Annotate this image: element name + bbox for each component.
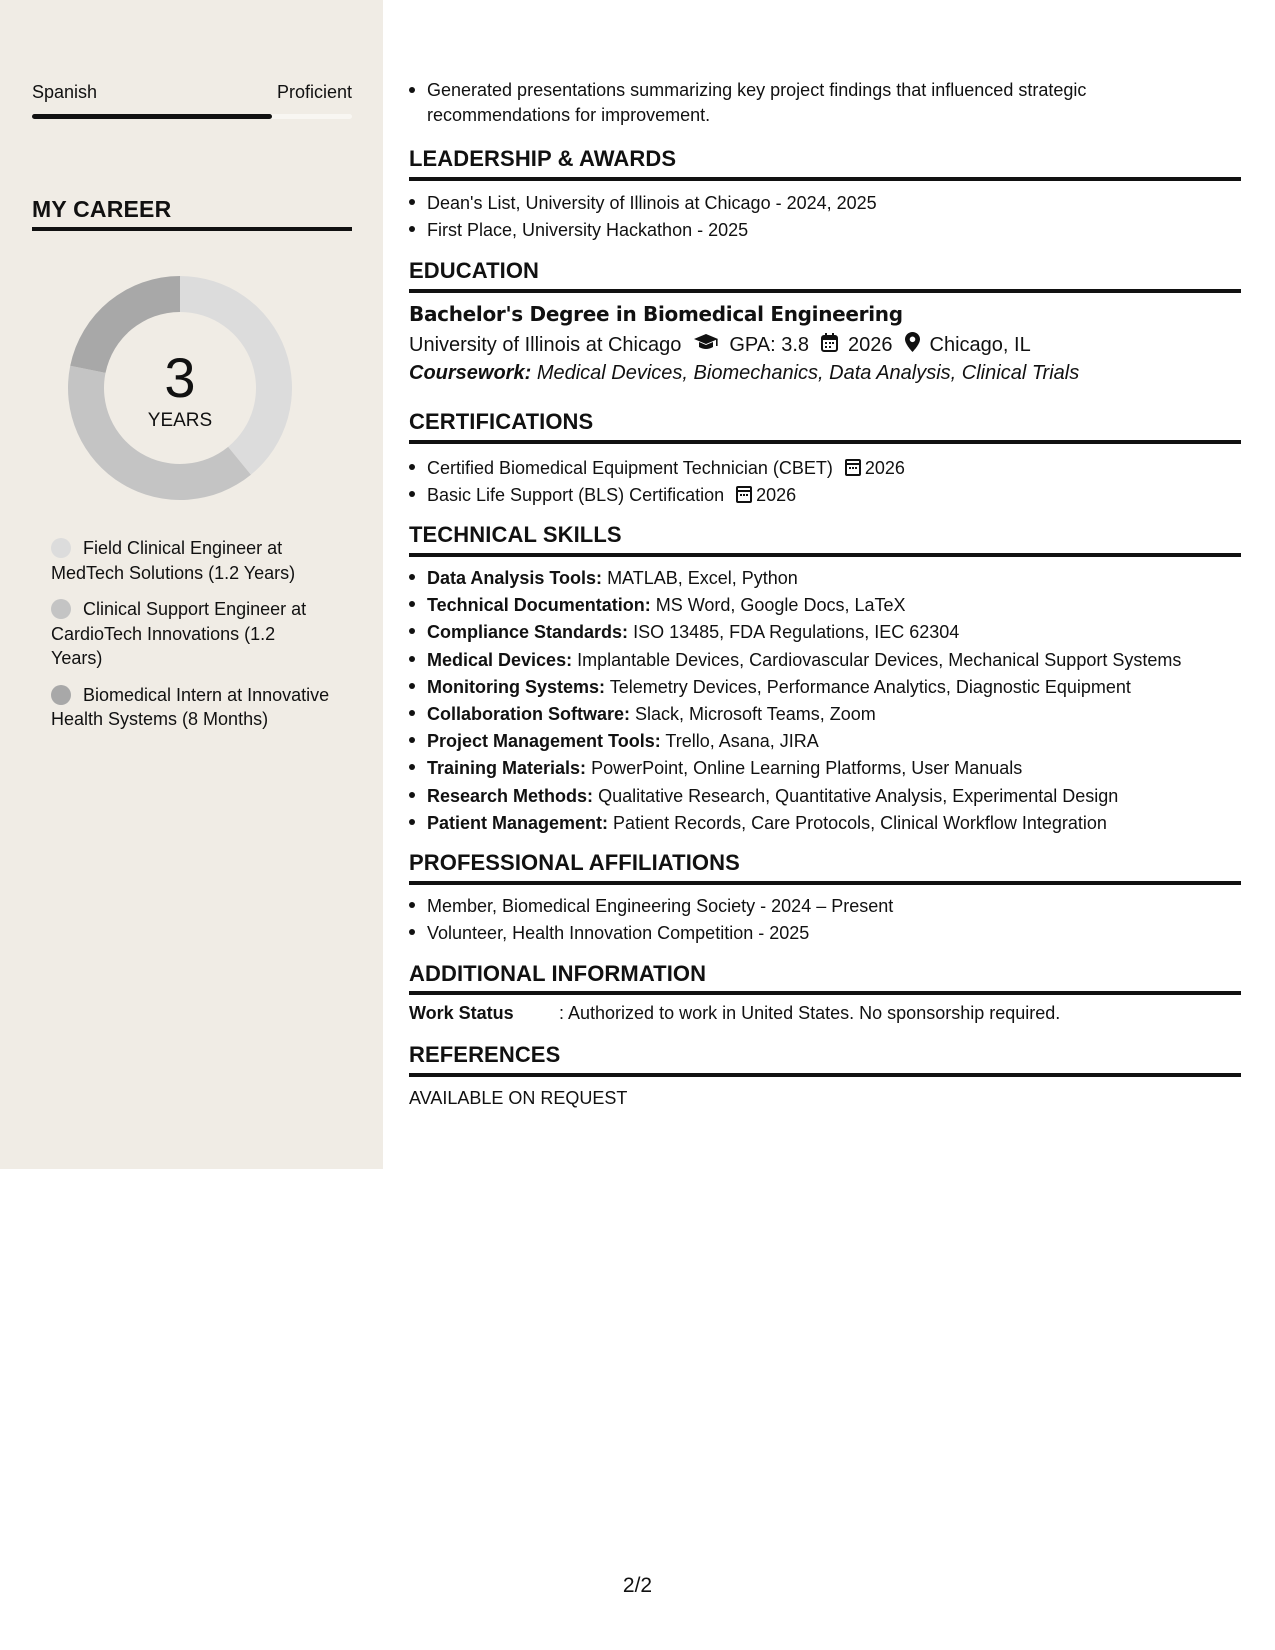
career-legend-item xyxy=(51,597,331,671)
section-divider xyxy=(409,553,1241,557)
gpa: GPA: 3.8 xyxy=(729,333,810,356)
work-status-label: Work Status xyxy=(409,1003,514,1023)
skill-item xyxy=(409,810,1241,837)
affiliations-section-title: PROFESSIONAL AFFILIATIONS xyxy=(409,850,740,875)
skill-label: Medical Devices: xyxy=(427,649,573,670)
skill-label: Patient Management: xyxy=(427,812,609,833)
skill-value: MS Word, Google Docs, LaTeX xyxy=(655,595,906,616)
skill-value: ISO 13485, FDA Regulations, IEC 62304 xyxy=(633,622,960,643)
section-divider xyxy=(409,177,1241,181)
certification-item xyxy=(409,455,1241,482)
skill-item xyxy=(409,619,1241,646)
skill-label: Technical Documentation: xyxy=(427,595,651,616)
affiliation-item: Volunteer, Health Innovation Competition - 2025 xyxy=(409,920,1241,947)
additional-info-section-title: ADDITIONAL INFORMATION xyxy=(409,961,707,986)
leadership-item: Dean's List, University of Illinois at Chicago - 2024, 2025 xyxy=(409,190,1241,217)
skill-value: Trello, Asana, JIRA xyxy=(665,731,819,752)
certification-name: Certified Biomedical Equipment Technician (CBET) xyxy=(427,458,833,478)
language-proficiency-bar xyxy=(32,114,352,119)
career-legend-text: Biomedical Intern at Innovative Health Systems (8 Months) xyxy=(51,684,330,729)
skill-label: Training Materials: xyxy=(427,758,587,779)
skill-item xyxy=(409,674,1241,701)
school-name: University of Illinois at Chicago xyxy=(409,333,682,356)
certification-item xyxy=(409,482,1241,509)
career-legend-text: Clinical Support Engineer at CardioTech Innovations (1.2 Years) xyxy=(51,599,307,668)
references-section-title: REFERENCES xyxy=(409,1042,561,1067)
legend-dot xyxy=(51,685,71,705)
technical-skills-list xyxy=(409,565,1241,837)
section-divider xyxy=(409,440,1241,444)
coursework-list: Medical Devices, Biomechanics, Data Analysis, Clinical Trials xyxy=(536,362,1080,384)
language-level: Proficient xyxy=(276,82,352,102)
coursework-label: Coursework: xyxy=(409,362,532,384)
skill-value: Slack, Microsoft Teams, Zoom xyxy=(635,704,876,725)
calendar-icon xyxy=(845,459,861,476)
location-pin-icon xyxy=(905,332,920,358)
education-meta xyxy=(409,332,1031,358)
career-section-title: MY CAREER xyxy=(32,196,172,222)
skill-item xyxy=(409,647,1241,674)
experience-bullet: Generated presentations summarizing key project findings that influenced strategic recommendations for improvement. xyxy=(409,78,1139,127)
section-divider xyxy=(32,227,352,231)
affiliation-item: Member, Biomedical Engineering Society - 2024 – Present xyxy=(409,893,1241,920)
experience-bullet-list xyxy=(409,78,1241,127)
legend-dot xyxy=(51,599,71,619)
leadership-section-title: LEADERSHIP & AWARDS xyxy=(409,146,677,171)
language-row xyxy=(32,82,352,104)
language-name: Spanish xyxy=(32,82,98,102)
skill-label: Project Management Tools: xyxy=(427,731,661,752)
skill-item xyxy=(409,701,1241,728)
references-text: AVAILABLE ON REQUEST xyxy=(409,1088,628,1108)
work-status-value: : Authorized to work in United States. No sponsorship required. xyxy=(559,1003,1061,1023)
skill-value: Patient Records, Care Protocols, Clinical Workflow Integration xyxy=(613,812,1107,833)
career-total-number: 3 xyxy=(164,346,196,409)
career-legend-item xyxy=(51,536,331,585)
technical-skills-section-title: TECHNICAL SKILLS xyxy=(409,522,622,547)
skill-value: PowerPoint, Online Learning Platforms, User Manuals xyxy=(591,758,1023,779)
affiliations-list xyxy=(409,893,1241,947)
section-divider xyxy=(409,881,1241,885)
skill-item xyxy=(409,728,1241,755)
skill-item xyxy=(409,783,1241,810)
career-total-unit: YEARS xyxy=(147,410,213,431)
work-status-row xyxy=(409,1003,1060,1024)
skill-label: Compliance Standards: xyxy=(427,622,629,643)
graduation-cap-icon xyxy=(693,333,719,357)
calendar-icon xyxy=(736,486,752,503)
coursework xyxy=(409,362,1079,385)
skill-label: Monitoring Systems: xyxy=(427,676,606,697)
career-legend-text: Field Clinical Engineer at MedTech Solutions (1.2 Years) xyxy=(51,538,296,583)
skill-item xyxy=(409,592,1241,619)
language-proficiency-fill xyxy=(32,114,272,119)
skill-value: Telemetry Devices, Performance Analytics, Diagnostic Equipment xyxy=(609,676,1131,697)
calendar-icon xyxy=(821,333,838,358)
certifications-list xyxy=(409,455,1241,509)
degree-title: Bachelor's Degree in Biomedical Engineering xyxy=(409,302,903,326)
skill-label: Collaboration Software: xyxy=(427,704,631,725)
skill-item xyxy=(409,565,1241,592)
certifications-section-title: CERTIFICATIONS xyxy=(409,409,594,434)
leadership-item: First Place, University Hackathon - 2025 xyxy=(409,217,1241,244)
skill-label: Data Analysis Tools: xyxy=(427,568,603,588)
skill-value: MATLAB, Excel, Python xyxy=(607,568,798,588)
career-legend-item xyxy=(51,683,331,732)
legend-dot xyxy=(51,538,71,558)
section-divider xyxy=(409,991,1241,995)
sidebar xyxy=(0,0,383,1169)
skill-item xyxy=(409,755,1241,782)
certification-year: 2026 xyxy=(756,485,797,505)
skill-value: Implantable Devices, Cardiovascular Devices, Mechanical Support Systems xyxy=(577,649,1182,670)
education-section-title: EDUCATION xyxy=(409,258,540,283)
graduation-year: 2026 xyxy=(848,333,893,356)
skill-label: Research Methods: xyxy=(427,785,594,806)
skill-value: Qualitative Research, Quantitative Analysis, Experimental Design xyxy=(598,785,1119,806)
school-location: Chicago, IL xyxy=(929,333,1031,356)
page-number: 2/2 xyxy=(622,1574,653,1597)
career-legend xyxy=(51,536,331,744)
section-divider xyxy=(409,1073,1241,1077)
leadership-list xyxy=(409,190,1241,244)
certification-name: Basic Life Support (BLS) Certification xyxy=(427,485,725,505)
section-divider xyxy=(409,289,1241,293)
certification-year: 2026 xyxy=(864,458,905,478)
